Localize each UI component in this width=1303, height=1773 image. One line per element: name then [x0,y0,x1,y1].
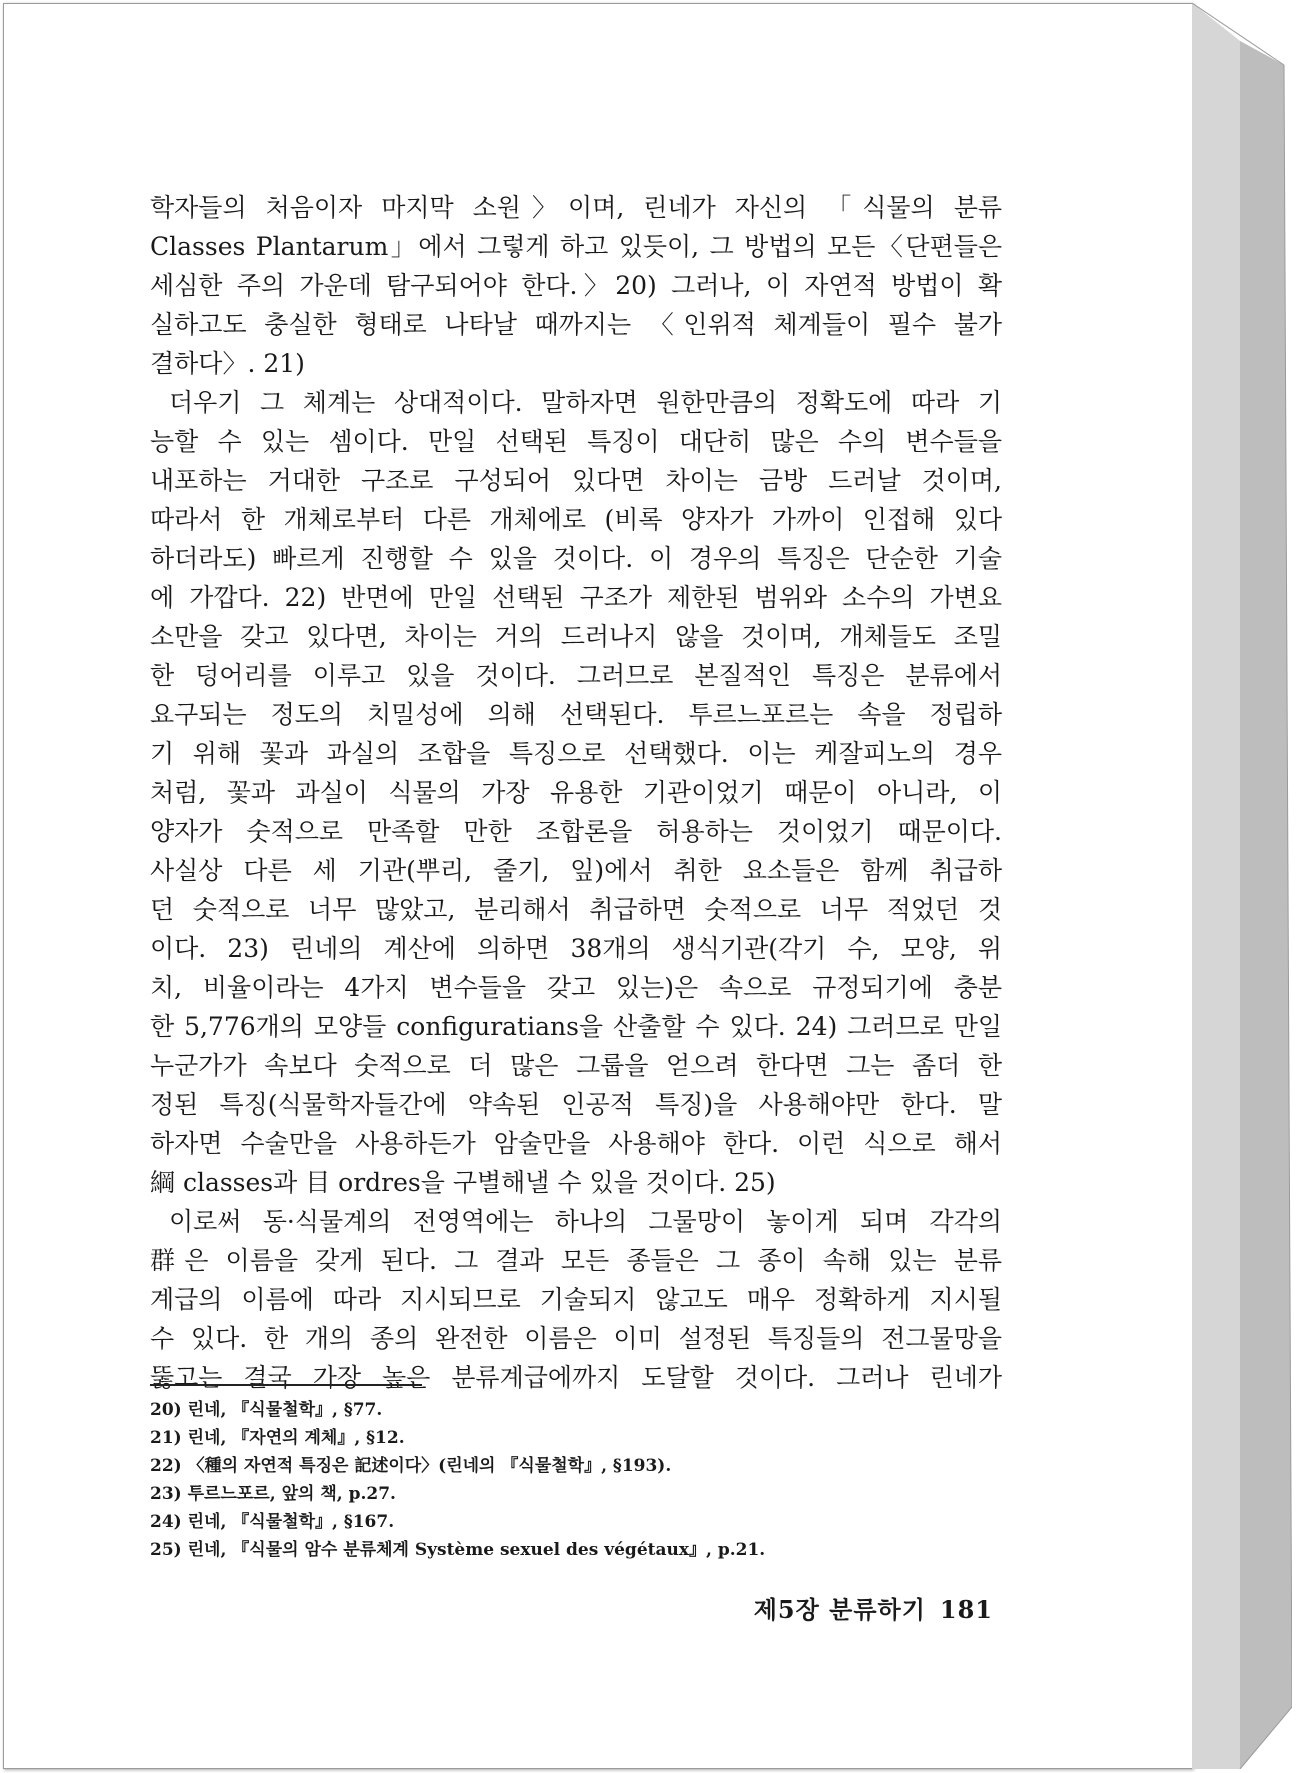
text-line: 뚫고는 결국 가장 높은 분류계급에까지 도달할 것이다. 그러나 린네가 [150,1363,1002,1392]
footnotes [150,1396,1002,1564]
text-line: 학자들의 처음이자 마지막 소원〉이며, 린네가 자신의 「식물의 분류 [150,193,1002,222]
footnote: 24) 린네, 『식물철학』, §167. [150,1512,395,1532]
text-line: Classes Plantarum」에서 그렇게 하고 있듯이, 그 방법의 모든〈단편들은 [150,232,1002,261]
text-line: 한 5,776개의 모양들 configuratians을 산출할 수 있다. 24) 그러므로 만일 [150,1012,1002,1041]
text-line: 綱 classes과 目 ordres을 구별해낼 수 있을 것이다. 25) [150,1168,776,1197]
text-line: 요구되는 정도의 치밀성에 의해 선택된다. 투르느포르는 속을 정립하 [150,700,1002,729]
text-line: 이로써 동·식물계의 전영역에는 하나의 그물망이 놓이게 되며 각각의 [169,1207,1002,1236]
text-line: 처럼, 꽃과 과실이 식물의 가장 유용한 기관이었기 때문이 아니라, 이 [150,778,1002,807]
text-line: 하자면 수술만을 사용하든가 암술만을 사용해야 한다. 이런 식으로 해서 [150,1129,1002,1158]
footnote: 22) 〈種의 자연적 특징은 記述이다〉(린네의 『식물철학』, §193). [150,1456,672,1476]
text-line: 群은 이름을 갖게 된다. 그 결과 모든 종들은 그 종이 속해 있는 분류 [150,1246,1002,1275]
text-line: 수 있다. 한 개의 종의 완전한 이름은 이미 설정된 특징들의 전그물망을 [150,1324,1002,1353]
text-line: 에 가깝다. 22) 반면에 만일 선택된 구조가 제한된 범위와 소수의 가변요 [150,583,1002,612]
text-line: 던 숫적으로 너무 많았고, 분리해서 취급하면 숫적으로 너무 적었던 것 [150,895,1002,924]
text-line: 내포하는 거대한 구조로 구성되어 있다면 차이는 금방 드러날 것이며, [150,466,1002,495]
page-footer [740,1590,993,1625]
chapter-title: 제5장 분류하기 [753,1595,926,1624]
text-line: 결하다〉. 21) [150,349,305,378]
footnote: 21) 린네, 『자연의 계체』, §12. [150,1428,405,1448]
body-text [150,188,1002,1397]
text-line: 세심한 주의 가운데 탐구되어야 한다.〉20) 그러나, 이 자연적 방법이 확 [150,271,1002,300]
text-line: 누군가가 속보다 숫적으로 더 많은 그룹을 얻으려 한다면 그는 좀더 한 [150,1051,1002,1080]
text-line: 소만을 갖고 있다면, 차이는 거의 드러나지 않을 것이며, 개체들도 조밀 [150,622,1002,651]
text-line: 한 덩어리를 이루고 있을 것이다. 그러므로 본질적인 특징은 분류에서 [150,661,1002,690]
text-line: 능할 수 있는 셈이다. 만일 선택된 특징이 대단히 많은 수의 변수들을 [150,427,1002,456]
text-line: 하더라도) 빠르게 진행할 수 있을 것이다. 이 경우의 특징은 단순한 기술 [150,544,1002,573]
footnote: 23) 투르느포르, 앞의 책, p.27. [150,1484,396,1504]
text-line: 사실상 다른 세 기관(뿌리, 줄기, 잎)에서 취한 요소들은 함께 취급하 [150,856,1002,885]
text-line: 계급의 이름에 따라 지시되므로 기술되지 않고도 매우 정확하게 지시될 [150,1285,1002,1314]
book-side-edge [1192,3,1292,1769]
text-line: 양자가 숫적으로 만족할 만한 조합론을 허용하는 것이었기 때문이다. [150,817,1002,846]
footnote: 25) 린네, 『식물의 암수 분류체계 Système sexuel des végétaux』, p.21. [150,1540,766,1560]
footnote-divider [150,1384,422,1386]
text-line: 더우기 그 체계는 상대적이다. 말하자면 원한만큼의 정확도에 따라 기 [169,388,1002,417]
footnote: 20) 린네, 『식물철학』, §77. [150,1400,383,1420]
text-line: 정된 특징(식물학자들간에 약속된 인공적 특징)을 사용해야만 한다. 말 [150,1090,1002,1119]
text-line: 실하고도 충실한 형태로 나타날 때까지는 〈인위적 체계들이 필수 불가 [150,310,1002,339]
text-line: 기 위해 꽃과 과실의 조합을 특징으로 선택했다. 이는 케잘피노의 경우 [150,739,1002,768]
text-line: 치, 비율이라는 4가지 변수들을 갖고 있는)은 속으로 규정되기에 충분 [150,973,1002,1002]
text-line: 이다. 23) 린네의 계산에 의하면 38개의 생식기관(각기 수, 모양, 위 [150,934,1002,963]
text-line: 따라서 한 개체로부터 다른 개체에로 (비록 양자가 가까이 인접해 있다 [150,505,1002,534]
page-number: 181 [939,1595,993,1624]
